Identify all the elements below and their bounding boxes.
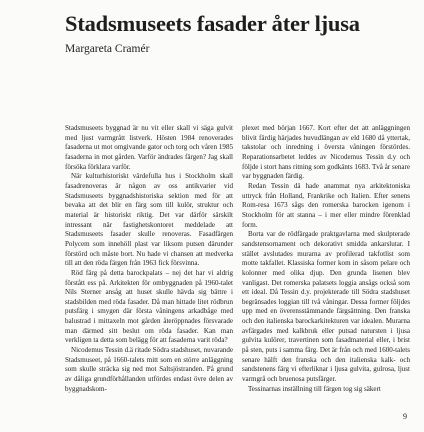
paragraph: Borta var de rödfärgade praktgavlarna med skulpterade sandstensornament och dekorativt smidda ankarslutar. I stället avslutades murarna av profilerad takfotlist som motte takfallet. Klassiska former kom in såsom pelare och kolonner med olika djup. Den grunda lisenen blev vanligast. Det romerska palatsets loggia ansågs också som ett ideal. Då Tessin d.y. projekterade till Södra stadshuset begränsades loggian till två våningar. Dessa former följdes upp med en överensstämmande färgsättning. Den franska och den italienska barockarkitekturen var idealen. Murarna avfärgades med kalkbruk eller putsad natursten i ljusa gulvita kulörer, travertinen som fasadmaterial eller, i brist på sten, puts i samma färg. Det är från och med 1600-talets senare hälft den franska och den italienska kalk- och sandstenens färg vi efterliknar i ljusa gulvita, gulrosa, ljust varmgrå och bruenosa putsfärger. xyxy=(242,230,410,384)
paragraph: Nicodemus Tessin d.ä ritade Södra stadshuset, nuvarande Stadsmuseet, på 1660-talets mitt som en större anläggning som skulle sträcka sig ned mot Saltsjöstranden. På grund av dåliga grundförhållanden utfördes endast övre delen av byggnadskom- xyxy=(65,346,233,393)
page-number: 9 xyxy=(403,412,407,421)
paragraph: Redan Tessin dä hade anammat nya arkitektoniska uttryck från Holland, Frankrike och Italien. Efter senens Rom-resa 1673 sågs den romerska barocken igenom i Stockholm för att stanna – i mer eller mindre förenklad form. xyxy=(242,181,410,229)
article-title: Stadsmuseets fasader åter ljusa xyxy=(65,11,360,36)
paragraph: Tessinarnas inställning till färgen tog sig säkert xyxy=(248,384,381,393)
article-author: Margareta Cramér xyxy=(65,43,150,55)
paragraph: När kulturhistoriskt värdefulla hus i Stockholm skall fasadrenoveras är någon av oss antikvarier vid Stadsmuseets byggnadshistoriska sektion med för att bevaka att det blir en färg som till kulör, struktur och material är historiskt riktig. Det var därför särskilt intressant när fastighetskontoret meddelade att Stadsmuseets fasader skulle renoveras. Fasadfärgen Polycem som innehöll plast var liksom putsen därunder förstörd och måste bort. Nu hade vi chansen att medverka till att den röda färgen från 1963 fick försvinna. xyxy=(65,172,233,268)
left-text-column xyxy=(65,124,233,394)
right-text-column xyxy=(242,124,410,394)
paragraph: Röd färg på detta barockpalats – nej det har vi aldrig förstått ess på. Arkitekten för ombyggnaden på 1960-talet Nils Sterner ansåg att huset skulle hävda sig bättre i stadsbilden med röda fasader. Då man hittade litet rödbrun putsfärg i smygen där första våningens arkadbåge med balustrad i mittaxeln mot gården återöppnades försvarade man därmed sitt beslut om röda fasader. Kan man verkligen ta detta som belägg för att fasaderna varit röda? xyxy=(65,268,233,345)
paragraph: Stadsmuseets byggnad är nu vit eller skall vi säga gulvit med ljust varmgrått listverk. Hösten 1984 renoverades fasaderna ut mot omgivande gator och torg och våren 1985 fasaderna in mot gården. Varför ändrades färgen? Jag skall försöka förklara varför. xyxy=(65,124,233,171)
paragraph: plexet med början 1667. Kort efter det att anläggningen blivit färdig härjades huvudlängan av eld 1680 då yttertak, takstolar och inredning i översta våningen förstördes. Reparationsarbetet leddes av Nicodemus Tessin d.y och följde i stort hans ritning som godkänts 1683. Två år senare var byggnaden färdig. xyxy=(242,124,410,181)
